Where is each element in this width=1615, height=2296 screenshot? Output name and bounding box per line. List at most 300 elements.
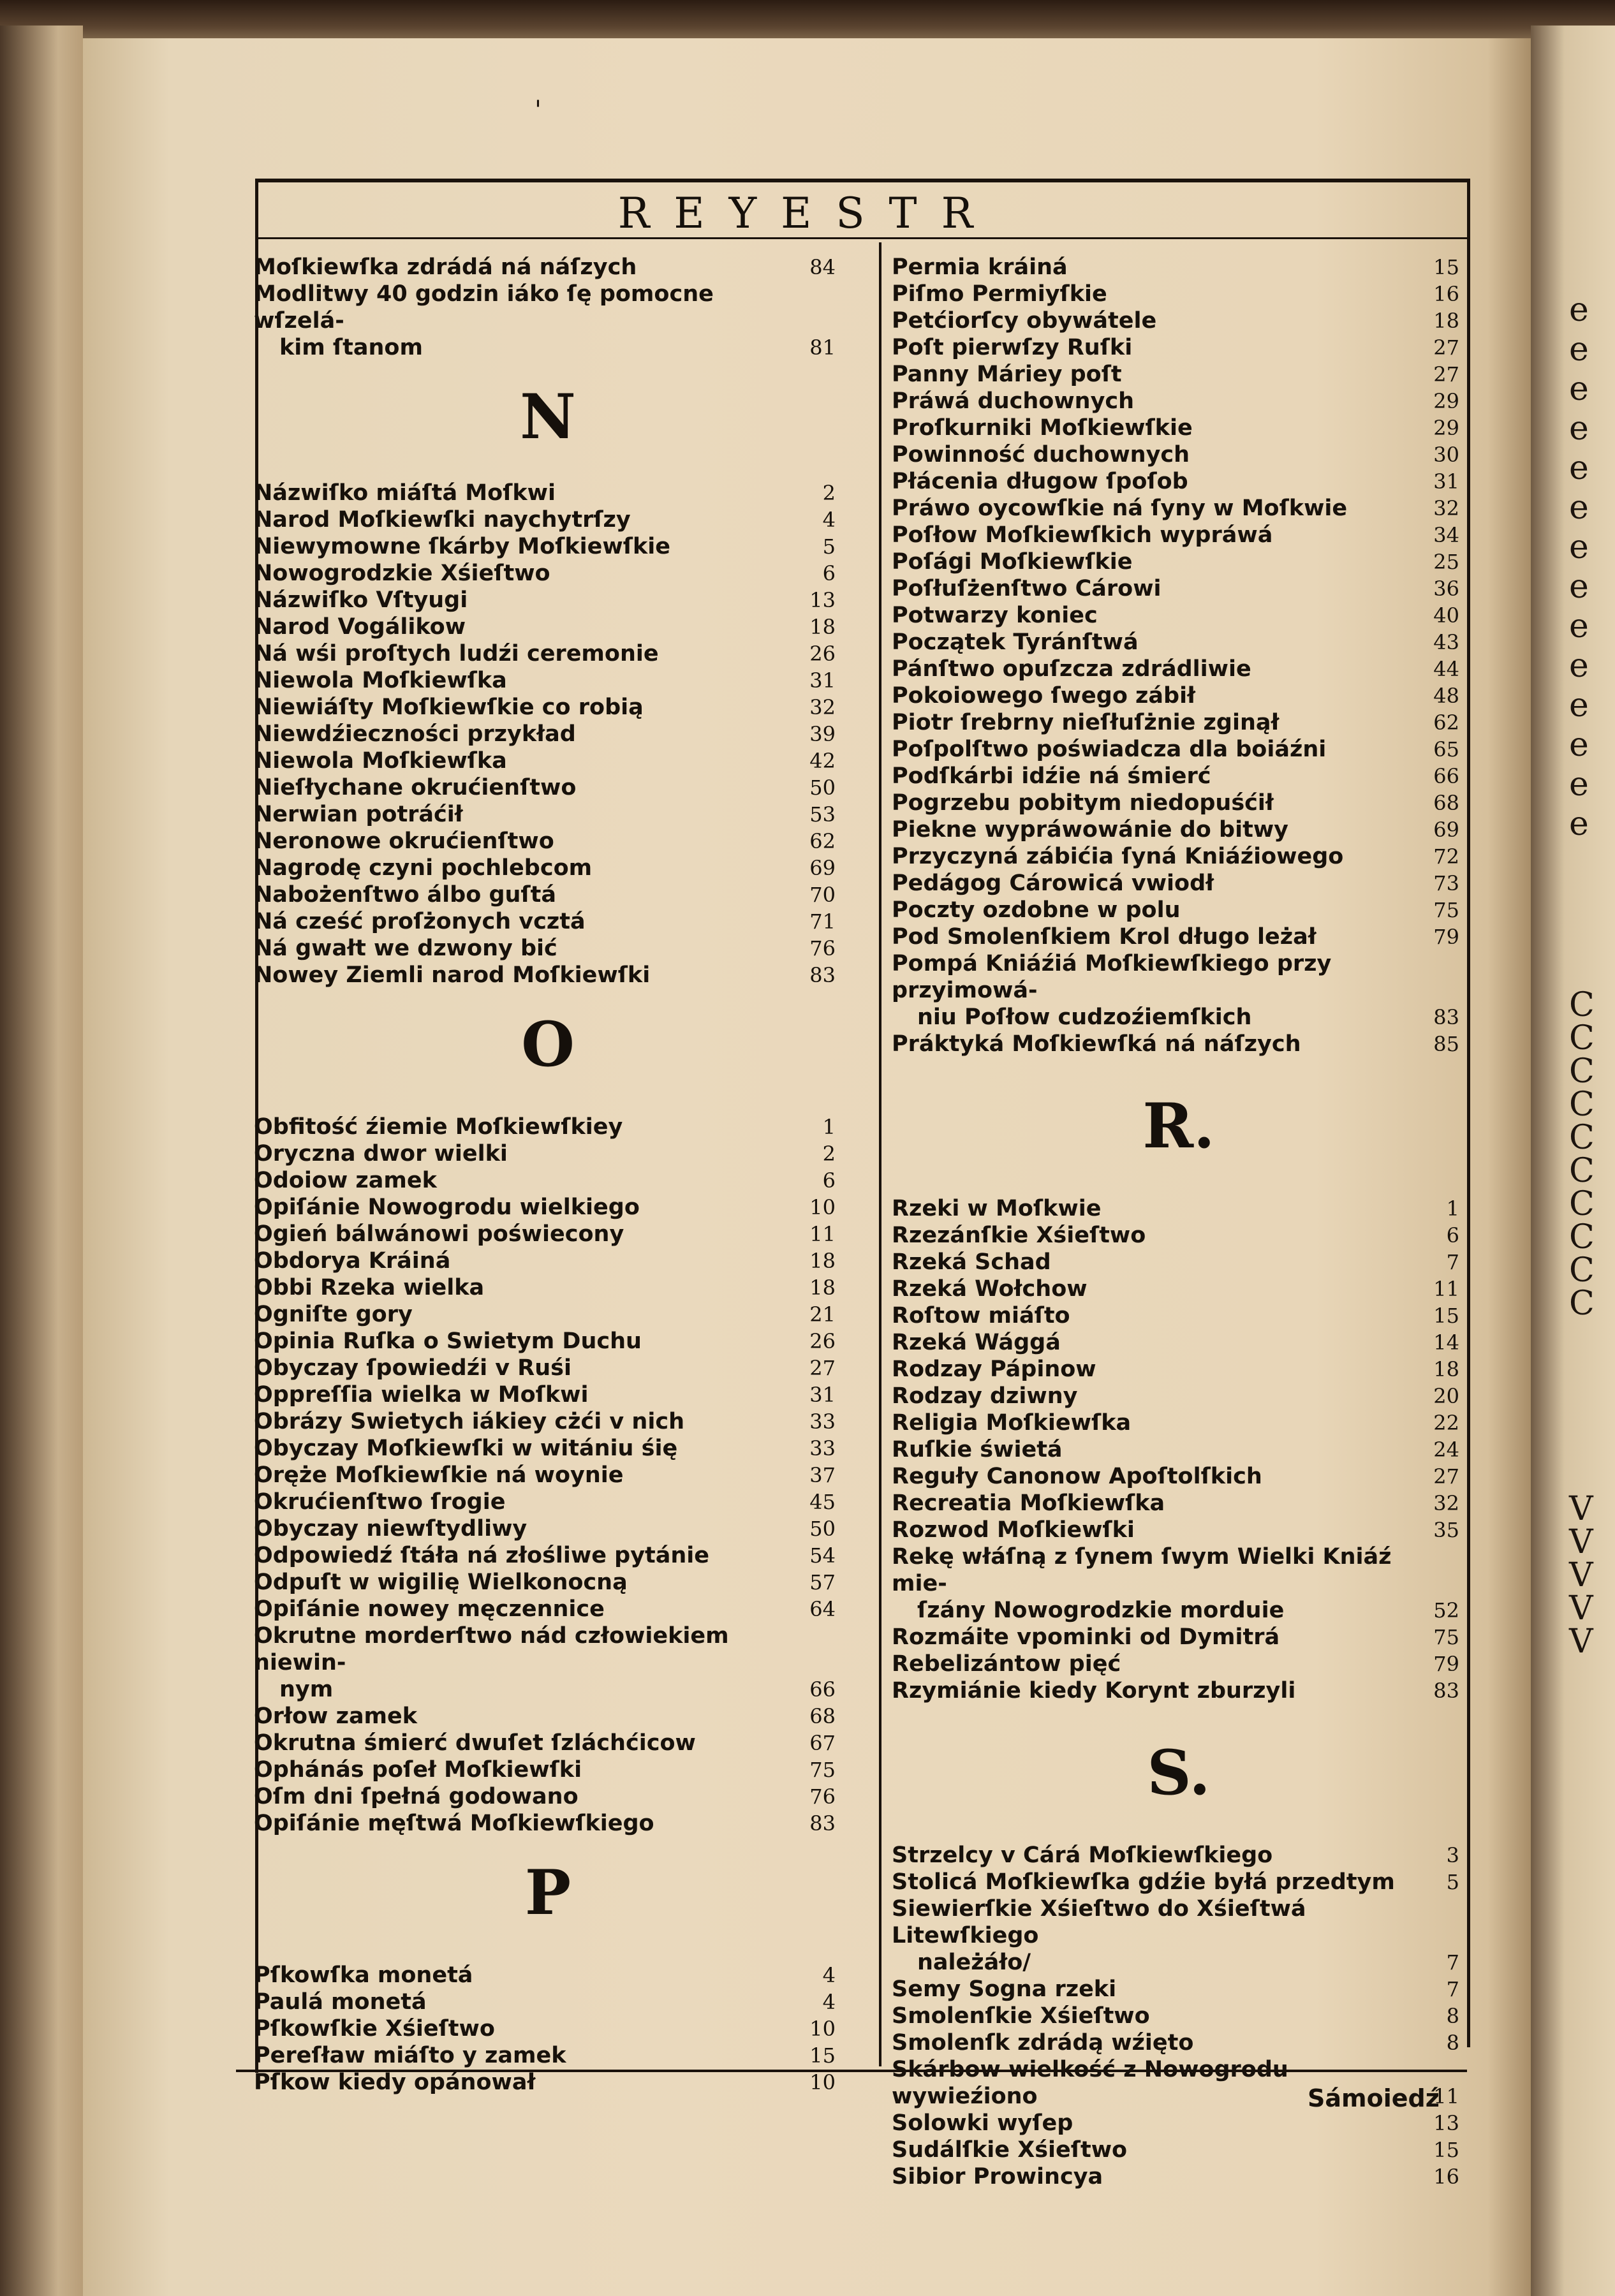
facing-page-letter: C: [1569, 1085, 1595, 1124]
index-entry: [892, 1624, 1466, 1651]
entry-text: Okrućienſtwo ſrogie: [254, 1489, 506, 1515]
index-entry: [254, 1328, 842, 1355]
entry-text: Piekne wypráwowánie do bitwy: [892, 817, 1288, 843]
index-entry: [892, 1195, 1466, 1222]
entry-text: Okrutna śmierć dwuſet ſzláchćicow: [254, 1730, 696, 1756]
entry-page-number: 84: [809, 255, 836, 279]
entry-text: Permia kráiná: [892, 254, 1068, 280]
entry-text: Pogrzebu pobitym niedopuśćił: [892, 790, 1274, 816]
entry-page-number: 15: [1433, 255, 1459, 279]
entry-page-number: 4: [822, 1990, 836, 2014]
index-entry: [892, 1976, 1466, 2003]
entry-text: Piotr ſrebrny nieſłuſżnie zginął: [892, 710, 1279, 735]
entry-text: Opiſánie nowey męczennice: [254, 1596, 605, 1622]
index-entry: [892, 1436, 1466, 1463]
entry-page-number: 22: [1433, 1411, 1459, 1435]
entry-page-number: 65: [1433, 737, 1459, 762]
index-entry: [892, 1463, 1466, 1490]
entry-text: Odpuſt w wigilię Wielkonocną: [254, 1570, 628, 1595]
entry-text: Ophánás poſeł Moſkiewſki: [254, 1757, 582, 1783]
entry-page-number: 66: [1433, 764, 1459, 788]
entry-page-number: 18: [1433, 309, 1459, 333]
index-entry: [254, 1489, 842, 1515]
entry-page-number: 76: [809, 1785, 836, 1809]
entry-text: Roſtow miáſto: [892, 1303, 1070, 1328]
index-entry: [254, 1114, 842, 1140]
entry-page-number: 81: [809, 335, 836, 360]
entry-text: Sibior Prowincya: [892, 2164, 1103, 2189]
entry-page-number: 45: [809, 1490, 836, 1514]
entry-text: Ná gwałt we dzwony bić: [254, 936, 557, 961]
facing-page-letter: V: [1569, 1589, 1593, 1628]
index-entry: [254, 2069, 842, 2096]
entry-text: Nabożenſtwo álbo guſtá: [254, 882, 557, 908]
facing-page-letter: V: [1569, 1623, 1593, 1661]
entry-page-number: 27: [1433, 362, 1459, 386]
index-entry: [892, 281, 1466, 307]
entry-page-number: 40: [1433, 603, 1459, 628]
facing-page-letter: e: [1569, 330, 1589, 369]
facing-page-letter: e: [1569, 765, 1589, 804]
entry-text: Pod Smolenſkiem Krol długo leżał: [892, 924, 1316, 950]
facing-page-letter: e: [1569, 726, 1589, 764]
entry-page-number: 6: [822, 1168, 836, 1193]
entry-page-number: 64: [809, 1597, 836, 1621]
entry-text: Ogień bálwánowi poświecony: [254, 1221, 624, 1247]
entry-page-number: 11: [1433, 1277, 1459, 1301]
entry-text: Poſłow Moſkiewſkich wypráwá: [892, 522, 1273, 548]
index-entry: [892, 522, 1466, 548]
entry-page-number: 36: [1433, 577, 1459, 601]
entry-text: Nieſłychane okrućienſtwo: [254, 775, 577, 800]
entry-text: Religia Moſkiewſka: [892, 1410, 1132, 1436]
entry-text: Ná cześć proſżonych vcztá: [254, 909, 586, 934]
entry-page-number: 13: [809, 588, 836, 612]
entry-text: Solowki wyſep: [892, 2110, 1073, 2136]
entry-page-number: 66: [809, 1677, 836, 1702]
index-entry: [892, 388, 1466, 415]
facing-page-letter: e: [1569, 647, 1589, 685]
index-entry: [892, 495, 1466, 522]
entry-text: Nagrodę czyni pochlebcom: [254, 855, 593, 881]
entry-text: Pokoiowego ſwego zábił: [892, 683, 1196, 709]
entry-page-number: 34: [1433, 523, 1459, 547]
entry-text: Okrutne morderſtwo nád człowiekiem niewin-: [254, 1623, 729, 1675]
index-entry: [892, 575, 1466, 602]
entry-page-number: 35: [1433, 1518, 1459, 1542]
facing-page-letter: C: [1569, 1052, 1595, 1091]
index-entry: [892, 468, 1466, 495]
facing-page-letter: e: [1569, 805, 1589, 843]
entry-page-number: 83: [809, 963, 836, 987]
index-entry: [254, 1756, 842, 1783]
entry-page-number: 83: [1433, 1679, 1459, 1703]
entry-page-number: 32: [809, 695, 836, 719]
index-entry: [254, 1810, 842, 1837]
entry-page-number: 79: [1433, 1652, 1459, 1676]
index-entry: [892, 2137, 1466, 2163]
entry-text: Práwá duchownych: [892, 388, 1135, 414]
entry-page-number: 5: [822, 534, 836, 559]
index-entry: [254, 881, 842, 908]
index-entry: [892, 1276, 1466, 1302]
entry-page-number: 18: [809, 1276, 836, 1300]
entry-page-number: 7: [1446, 1250, 1459, 1274]
index-entry: [892, 441, 1466, 468]
entry-page-number: 6: [822, 561, 836, 585]
entry-page-number: 15: [809, 2043, 836, 2068]
facing-page-letter: e: [1569, 489, 1589, 527]
entry-page-number: 27: [1433, 1464, 1459, 1489]
entry-page-number: 20: [1433, 1384, 1459, 1408]
entry-page-number: 11: [1433, 2084, 1459, 2108]
entry-page-number: 79: [1433, 925, 1459, 949]
entries-m-continued: [254, 254, 842, 361]
page-mark: ': [535, 96, 542, 125]
entry-page-number: 4: [822, 508, 836, 532]
entry-text: Poſági Moſkiewſkie: [892, 549, 1133, 575]
entry-text: Ogniſte gory: [254, 1302, 413, 1327]
entry-page-number: 75: [1433, 1625, 1459, 1649]
entry-page-number: 69: [809, 856, 836, 880]
entry-page-number: 50: [809, 776, 836, 800]
index-entry: [892, 415, 1466, 441]
entry-text: Skárbow wielkość z Nowogrodu wywieźiono: [892, 2057, 1288, 2109]
index-entry: [254, 1730, 842, 1756]
entry-page-number: 68: [1433, 791, 1459, 815]
index-entry: [254, 1435, 842, 1462]
entry-page-number: 6: [1446, 1223, 1459, 1247]
entries-n: [254, 480, 842, 989]
index-entry: [892, 2110, 1466, 2137]
index-entry: [892, 843, 1466, 870]
index-entry: [254, 1355, 842, 1381]
entry-text: Oryczna dwor wielki: [254, 1141, 508, 1166]
facing-page-letter: C: [1569, 986, 1595, 1024]
entry-page-number: 21: [809, 1302, 836, 1327]
frame-top-rule: [258, 179, 1470, 182]
entry-page-number: 10: [809, 2070, 836, 2094]
entry-text: Obbi Rzeka wielka: [254, 1275, 485, 1300]
entry-page-number: 72: [1433, 844, 1459, 869]
entry-text: Petćiorſcy obywátele: [892, 308, 1157, 334]
entry-text: Rozwod Moſkiewſki: [892, 1517, 1135, 1543]
index-entry: [892, 1031, 1466, 1057]
entry-page-number: 67: [809, 1731, 836, 1755]
entry-text: Obfitość źiemie Moſkiewſkiey: [254, 1114, 623, 1140]
index-entry: [892, 254, 1466, 281]
facing-page-letter: e: [1569, 686, 1589, 725]
entry-text: Narod Vogálikow: [254, 614, 466, 640]
index-entry: [892, 870, 1466, 897]
entry-text: Reguły Canonow Apoſtolſkich: [892, 1464, 1262, 1489]
entry-text: Názwiſko miáſtá Moſkwi: [254, 480, 556, 506]
entry-text: Rodzay dziwny: [892, 1383, 1078, 1409]
entry-page-number: 29: [1433, 389, 1459, 413]
facing-page-letter: C: [1569, 1152, 1595, 1190]
entry-continuation: kim ſtanom: [279, 335, 423, 360]
index-entry: [892, 307, 1466, 334]
entry-page-number: 8: [1446, 2031, 1459, 2055]
entry-page-number: 31: [1433, 469, 1459, 494]
index-entry: [254, 1140, 842, 1167]
entry-page-number: 39: [809, 722, 836, 746]
entry-text: Płácenia długow ſpoſob: [892, 469, 1188, 494]
index-entry: [254, 962, 842, 989]
entry-text: Ná wśi proſtych ludźi ceremonie: [254, 641, 659, 666]
entry-text: Stolicá Moſkiewſka gdźie byłá przedtym: [892, 1869, 1395, 1895]
index-entry: [892, 2003, 1466, 2029]
facing-page-letter: C: [1569, 1019, 1595, 1057]
page-title: REYESTR: [617, 189, 998, 238]
index-entry: [254, 1301, 842, 1328]
index-entry: [254, 1462, 842, 1489]
index-entry: [892, 709, 1466, 736]
index-entry: [892, 1677, 1466, 1704]
entry-text: Rzezánſkie Xśieſtwo: [892, 1223, 1146, 1248]
entry-text: Neronowe okrućienſtwo: [254, 828, 554, 854]
entry-page-number: 24: [1433, 1438, 1459, 1462]
index-entry: [892, 682, 1466, 709]
entry-text: Obyczay ſpowiedźi v Ruśi: [254, 1355, 572, 1381]
entry-text: Oręże Moſkiewſkie ná woynie: [254, 1462, 624, 1488]
index-entry: [892, 816, 1466, 843]
entry-page-number: 50: [809, 1517, 836, 1541]
entry-text: Rozmáite vpominki od Dymitrá: [892, 1624, 1280, 1650]
index-entry: [892, 334, 1466, 361]
entry-text: Siewierſkie Xśieſtwo do Xśieſtwá Litewſkiego: [892, 1896, 1306, 1948]
entry-page-number: 37: [809, 1463, 836, 1487]
entry-page-number: 27: [809, 1356, 836, 1380]
entry-continuation: nym: [279, 1677, 334, 1702]
frame-right-rule: [1467, 179, 1470, 2047]
entry-page-number: 2: [822, 481, 836, 505]
entry-page-number: 18: [809, 615, 836, 639]
index-entry: [254, 1703, 842, 1730]
entry-page-number: 14: [1433, 1330, 1459, 1355]
entry-page-number: 73: [1433, 871, 1459, 895]
entry-text: Oppreſſia wielka w Moſkwi: [254, 1382, 589, 1408]
entry-page-number: 18: [809, 1249, 836, 1273]
index-entry: [892, 629, 1466, 656]
index-entry: [254, 721, 842, 747]
entry-text: Panny Máriey poſt: [892, 362, 1122, 387]
entry-text: Názwiſko Vſtyugi: [254, 587, 468, 613]
index-entry: [892, 1222, 1466, 1249]
entry-text: Práktyká Moſkiewſká ná náſzych: [892, 1031, 1301, 1057]
entry-text: Narod Moſkiewſki naychytrſzy: [254, 507, 631, 533]
entry-page-number: 53: [809, 802, 836, 827]
entry-page-number: 43: [1433, 630, 1459, 654]
entry-page-number: 3: [1446, 1843, 1459, 1867]
index-entry: [254, 1274, 842, 1301]
entry-text: Rodzay Pápinow: [892, 1357, 1096, 1382]
index-entry: [892, 1249, 1466, 1276]
index-entry: [892, 1409, 1466, 1436]
entry-page-number: 15: [1433, 2138, 1459, 2162]
entry-text: Rekę włáſną z ſynem ſwym Wielki Kniáź mie-: [892, 1544, 1392, 1596]
entry-page-number: 29: [1433, 416, 1459, 440]
entry-page-number: 15: [1433, 1304, 1459, 1328]
index-entry: [254, 640, 842, 667]
entry-continuation: należáło/: [917, 1950, 1031, 1975]
index-entry: [892, 1842, 1466, 1869]
entry-page-number: 85: [1433, 1032, 1459, 1056]
entry-page-number: 31: [809, 668, 836, 693]
entries-p-left: [254, 1962, 842, 2096]
facing-page-letter: e: [1569, 409, 1589, 448]
entry-page-number: 83: [809, 1811, 836, 1836]
entries-p-right: [892, 254, 1466, 1057]
entry-page-number: 83: [1433, 1005, 1459, 1029]
index-entry: [892, 1383, 1466, 1409]
entry-text: Strzelcy v Cárá Moſkiewſkiego: [892, 1843, 1273, 1868]
section-letter-s: S.: [1147, 1737, 1211, 1809]
section-letter-p: P: [524, 1857, 572, 1929]
entry-page-number: 42: [809, 749, 836, 773]
entry-page-number: 52: [1433, 1598, 1459, 1623]
index-entry: [892, 1356, 1466, 1383]
entry-continuation: ſzány Nowogrodzkie morduie: [917, 1598, 1285, 1623]
index-entry: [254, 1569, 842, 1596]
index-entry: [254, 1596, 842, 1623]
entry-text: Paulá monetá: [254, 1989, 427, 2015]
entry-text: Niewdźieczności przykład: [254, 721, 576, 747]
index-entry: [892, 950, 1466, 1031]
entry-page-number: 69: [1433, 818, 1459, 842]
entry-page-number: 26: [809, 642, 836, 666]
column-divider: [879, 242, 881, 2066]
index-entry: [892, 1329, 1466, 1356]
entry-text: Początek Tyránſtwá: [892, 629, 1139, 655]
index-entry: [892, 602, 1466, 629]
index-entry: [892, 1490, 1466, 1517]
book-gutter: [0, 26, 83, 2296]
entry-page-number: 32: [1433, 1491, 1459, 1515]
facing-page-letter: e: [1569, 449, 1589, 487]
entry-text: Rebelizántow pięć: [892, 1651, 1121, 1677]
entries-r: [892, 1195, 1466, 1704]
entry-page-number: 10: [809, 1195, 836, 1219]
facing-page-letter: C: [1569, 1218, 1595, 1256]
entry-text: Rzeká Wággá: [892, 1330, 1061, 1355]
index-entry: [892, 2029, 1466, 2056]
index-entry: [254, 281, 842, 361]
entry-text: Nerwian potráćił: [254, 802, 463, 827]
facing-page-letter: C: [1569, 1119, 1595, 1157]
entry-text: Podſkárbi idźie ná śmierć: [892, 763, 1211, 789]
index-entry: [892, 361, 1466, 388]
entry-text: Poſłuſżenſtwo Cárowi: [892, 576, 1161, 601]
index-entry: [254, 1167, 842, 1194]
index-entry: [892, 1895, 1466, 1976]
index-entry: [254, 2042, 842, 2069]
entry-text: Pſkowſka monetá: [254, 1962, 473, 1988]
entry-text: Sudálſkie Xśieſtwo: [892, 2137, 1128, 2163]
entry-text: Odoiow zamek: [254, 1168, 437, 1193]
entry-text: Rzeká Wołchow: [892, 1276, 1088, 1302]
entry-page-number: 71: [809, 909, 836, 934]
left-column: [254, 254, 842, 2096]
index-entry: [254, 1408, 842, 1435]
entry-text: Rzeki w Moſkwie: [892, 1196, 1102, 1221]
entry-text: Práwo oycowſkie ná ſyny w Moſkwie: [892, 496, 1348, 521]
index-entry: [892, 790, 1466, 816]
entry-text: Opinia Ruſka o Swietym Duchu: [254, 1328, 642, 1354]
index-entry: [254, 1515, 842, 1542]
entry-page-number: 13: [1433, 2111, 1459, 2135]
entry-page-number: 48: [1433, 684, 1459, 708]
entry-text: Odpowiedź ſtáła ná złośliwe pytánie: [254, 1543, 710, 1568]
index-entry: [254, 747, 842, 774]
index-entry: [254, 1989, 842, 2015]
entry-page-number: 1: [822, 1115, 836, 1139]
index-entry: [892, 897, 1466, 924]
entry-text: Niewola Moſkiewſka: [254, 748, 507, 774]
entry-page-number: 70: [809, 883, 836, 907]
entry-page-number: 25: [1433, 550, 1459, 574]
entry-page-number: 57: [809, 1570, 836, 1594]
index-entry: [254, 2015, 842, 2042]
entry-text: Pánſtwo opuſzcza zdrádliwie: [892, 656, 1251, 682]
entries-s: [892, 1842, 1466, 2190]
index-entry: [254, 1542, 842, 1569]
index-entry: [254, 694, 842, 721]
entries-o: [254, 1114, 842, 1837]
entry-text: Pſkow kiedy opánował: [254, 2070, 536, 2095]
index-entry: [254, 935, 842, 962]
entry-page-number: 75: [1433, 898, 1459, 922]
entry-text: Przyczyná zábićia ſyná Kniáźiowego: [892, 844, 1344, 869]
entry-page-number: 2: [822, 1142, 836, 1166]
index-entry: [892, 736, 1466, 763]
entry-page-number: 11: [809, 1222, 836, 1246]
entry-text: Poſt pierwſzy Ruſki: [892, 335, 1133, 360]
index-entry: [254, 506, 842, 533]
index-entry: [254, 614, 842, 640]
entry-page-number: 18: [1433, 1357, 1459, 1381]
facing-page-letter: V: [1569, 1556, 1593, 1594]
index-entry: [892, 548, 1466, 575]
entry-page-number: 16: [1433, 282, 1459, 306]
index-entry: [892, 1302, 1466, 1329]
entry-text: Smolenſkie Xśieſtwo: [892, 2003, 1150, 2029]
index-entry: [254, 587, 842, 614]
index-entry: [254, 480, 842, 506]
entry-text: Obrázy Swietych iákiey cżći v nich: [254, 1409, 684, 1434]
entry-text: Rzymiánie kiedy Korynt zburzyli: [892, 1678, 1296, 1704]
right-column: [892, 254, 1466, 2190]
entry-page-number: 32: [1433, 496, 1459, 520]
entry-page-number: 7: [1446, 1950, 1459, 1975]
index-entry: [254, 1247, 842, 1274]
facing-page-edge: [1531, 26, 1615, 2296]
entry-text: Modlitwy 40 godzin iáko ſę pomocne wſzelá-: [254, 281, 714, 334]
section-letter-o: O: [521, 1008, 575, 1080]
facing-page-letter: V: [1569, 1523, 1593, 1561]
index-entry: [254, 533, 842, 560]
index-entry: [254, 908, 842, 935]
entry-page-number: 27: [1433, 335, 1459, 360]
entry-page-number: 16: [1433, 2165, 1459, 2189]
entry-page-number: 33: [809, 1409, 836, 1434]
index-entry: [892, 1517, 1466, 1543]
facing-page-letter: V: [1569, 1490, 1593, 1528]
entry-text: Poſpolſtwo poświadcza dla boiáźni: [892, 737, 1327, 762]
index-entry: [892, 763, 1466, 790]
entry-text: Moſkiewſka zdrádá ná náſzych: [254, 254, 637, 280]
index-entry: [892, 1869, 1466, 1895]
